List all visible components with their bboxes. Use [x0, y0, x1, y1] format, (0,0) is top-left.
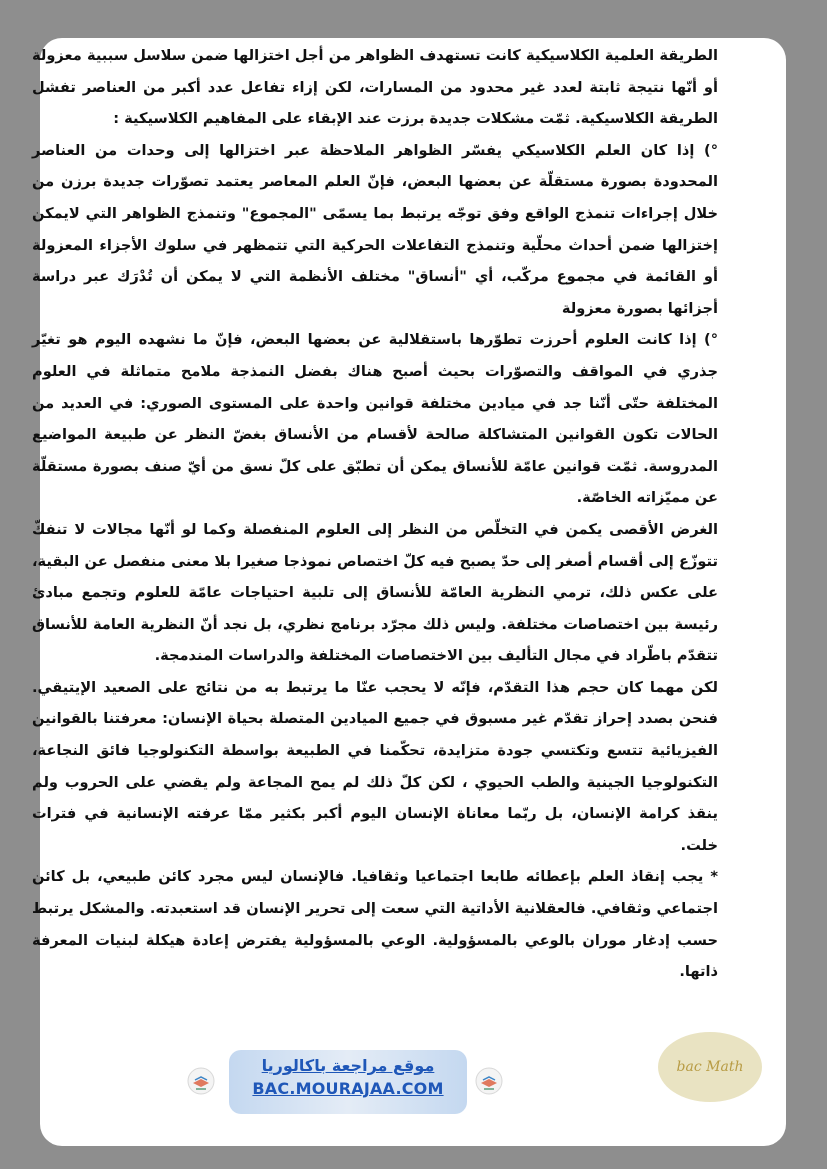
paragraph-general-systems: الغرض الأقصى يكمن في التخلّص من النظر إلى العلوم المنفصلة وكما لو أنّها مجالات لا تنفكّ تتوزّع إلى أقسام أصغر إلى حدّ يصبح فيه كلّ اختصاص نموذجا صغيرا بلا معنى منفصل عن البقية، على عكس ذلك، ترمي النظرية العامّة للأنساق إلى تلبية احتياجات عامّة للعلوم وتجمع مبادئ رئيسة بين اختصاصات مختلفة. وليس ذلك مجرّد برنامج نظري، بل نجد أنّ النظرية العامة للأنساق تتقدّم باطّراد في مجال التأليف بين الاختصاصات المختلفة والدراسات المندمجة. [32, 520, 718, 665]
book-logo-icon [187, 1067, 215, 1095]
site-badge[interactable] [229, 1050, 467, 1114]
paragraph-point-2: °) إذا كانت العلوم أحرزت تطوّرها باستقلالية عن بعضها البعض، فإنّ ما نشهده اليوم هو تغيّر جذري في المواقف والتصوّرات بحيث أصبح هناك بفضل النمذجة ملامح متماثلة في العلوم المختلفة حتّى أنّنا جد في ميادين مختلفة قوانين واحدة على المستوى الصوري: في العديد من الحالات تكون القوانين المتشاكلة صالحة لأقسام من الأنساق بغضّ النظر عن طبيعة المواضيع المدروسة. ثمّت قوانين عامّة للأنساق يمكن أن تطبّق على كلّ نسق من أيّ صنف بصورة مستقلّة عن مميّزاته الخاصّة. [32, 331, 718, 507]
site-url-link[interactable]: BAC.MOURAJAA.COM [252, 1079, 444, 1098]
book-logo-icon [475, 1067, 503, 1095]
paragraph-intro: الطريقة العلمية الكلاسيكية كانت تستهدف الظواهر من أجل اختزالها ضمن سلاسل سببية معزولة أو أنّها نتيجة ثابتة لعدد غير محدود من المسارات، لكن إزاء تفاعل عدد أكبر من العناصر تفشل الطريقة الكلاسيكية. ثمّت مشكلات جديدة برزت عند الإبقاء على المفاهيم الكلاسيكية : [32, 47, 718, 128]
bac-math-logo: bac Math [658, 1032, 762, 1102]
site-name-link[interactable]: موقع مراجعة باكالوريا [261, 1056, 435, 1075]
paragraph-ethics: لكن مهما كان حجم هذا التقدّم، فإنّه لا يحجب عنّا ما يرتبط به من نتائج على الصعيد الإيتيقي. فنحن بصدد إحراز تقدّم غير مسبوق في جميع الميادين المتصلة بحياة الإنسان: معرفتنا بالقوانين الفيزيائية تتسع وتكتسي جودة متزايدة، تحكّمنا في الطبيعة بواسطة التكنولوجيا فائق النجاعة، التكنولوجيا الجينية والطب الحيوي ، لكن كلّ ذلك لم يمح المجاعة ولم يقضي على الحروب ولم ينقذ كرامة الإنسان، بل ربّما معاناة الإنسان اليوم أكبر بكثير ممّا عرفته الإنسانية في فترات خلت. [32, 678, 718, 854]
article-body [32, 40, 718, 988]
paragraph-conclusion: * يجب إنقاذ العلم بإعطائه طابعا اجتماعيا وثقافيا. فالإنسان ليس مجرد كائن طبيعي، بل كائن اجتماعي وثقافي. فالعقلانية الأداتية التي سعت إلى تحرير الإنسان قد استعبدته. والمشكل يرتبط حسب إدغار موران بالوعي بالمسؤولية. الوعي بالمسؤولية يفترض إعادة هيكلة لبنيات المعرفة ذاتها. [32, 868, 718, 981]
paragraph-point-1: °) إذا كان العلم الكلاسيكي يفسّر الظواهر الملاحظة عبر اختزالها إلى وحدات من العناصر المحدودة بصورة مستقلّة عن بعضها البعض، فإنّ العلم المعاصر يعتمد تصوّرات جديدة برزن من خلال إجراءات تنمذج الواقع وفق توجّه يرتبط بما يسمّى "المجموع" وتنمذج الظواهر التي لايمكن إختزالها ضمن أحداث محلّية وتنمذج التفاعلات الحركية التي تتمظهر في سلوك الأجزاء المعزولة أو القائمة في مجموع مركّب، أي "أنساق" مختلف الأنظمة التي لا يمكن أن تُدْرَك عبر دراسة أجزائها بصورة معزولة [32, 141, 718, 317]
